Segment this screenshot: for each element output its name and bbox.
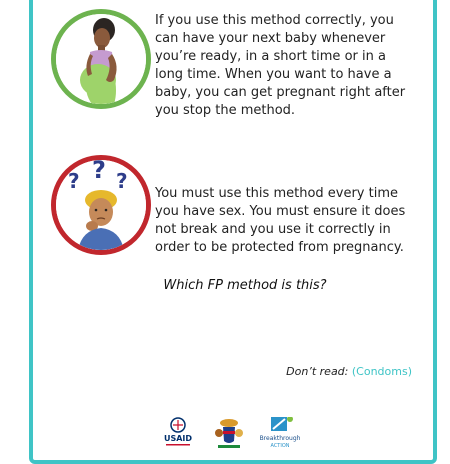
breakthrough-action-logo [258, 417, 302, 451]
paragraph-benefits: If you use this method correctly, you can have your next baby whenever you’re ready, in a short time or in a long time. When you want to have a baby, you can get pregnant right after you stop the method. [155, 13, 406, 118]
usaid-logo [160, 417, 196, 449]
answer-text: (Condoms) [351, 365, 412, 378]
pregnant-woman-icon [56, 14, 146, 104]
dont-read-label: Don’t read: [286, 365, 349, 378]
usaid-wordmark: USAID [163, 434, 193, 443]
questioning-woman-illustration [51, 155, 151, 255]
question-marks-icon [56, 160, 146, 250]
question-prompt: Which FP method is this? [163, 278, 327, 293]
action-wordmark: ACTION [270, 443, 290, 449]
paragraph-usage: You must use this method every time you have sex. You must ensure it does not break and you use it correctly in order to be protected from pregnancy. [155, 186, 406, 255]
svg-text:?: ? [116, 169, 128, 193]
breakthrough-wordmark: Breakthrough [259, 435, 301, 442]
svg-text:?: ? [92, 160, 106, 184]
svg-text:?: ? [68, 169, 80, 193]
malawi-coat-of-arms-logo [214, 417, 244, 449]
dont-read-note [286, 365, 412, 378]
pregnant-woman-illustration [51, 9, 151, 109]
